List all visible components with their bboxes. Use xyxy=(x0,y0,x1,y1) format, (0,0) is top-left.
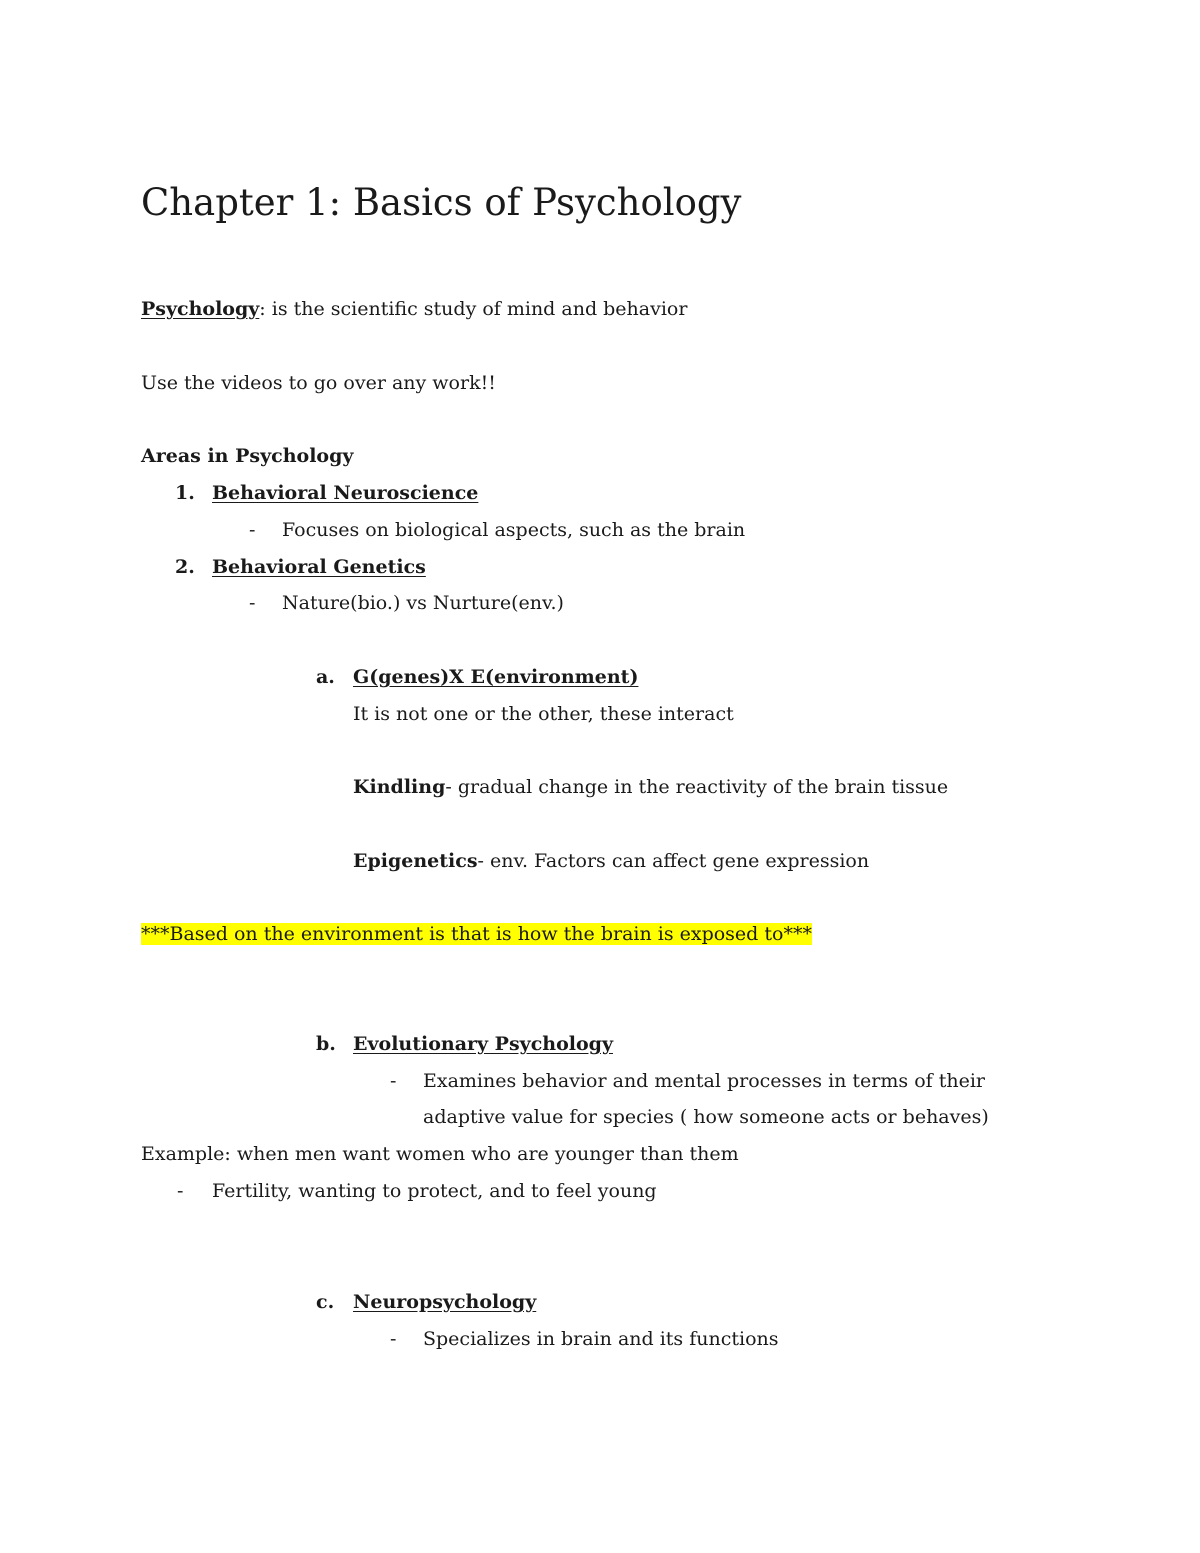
bullet-dash: - xyxy=(390,1328,397,1350)
neuropsychology-detail: Specializes in brain and its functions xyxy=(423,1328,779,1350)
page-title: Chapter 1: Basics of Psychology xyxy=(141,181,742,224)
areas-heading: Areas in Psychology xyxy=(141,445,354,467)
evolutionary-psychology-heading: Evolutionary Psychology xyxy=(353,1033,613,1055)
gxe-heading: G(genes)X E(environment) xyxy=(353,666,639,688)
kindling-term: Kindling xyxy=(353,776,446,798)
epigenetics-definition: - env. Factors can affect gene expression xyxy=(477,850,870,872)
definition-line xyxy=(141,297,687,321)
definition-text: is the scientific study of mind and behavior xyxy=(265,298,688,320)
epigenetics-line xyxy=(353,849,869,873)
definition-colon: : xyxy=(259,298,266,320)
highlighted-note-line xyxy=(141,922,812,946)
note-text: Use the videos to go over any work!! xyxy=(141,372,496,394)
list-number-2: 2. xyxy=(175,556,195,578)
example-text: Example: when men want women who are younger than them xyxy=(141,1143,739,1165)
behavioral-genetics-detail: Nature(bio.) vs Nurture(env.) xyxy=(282,592,564,614)
neuropsychology-heading: Neuropsychology xyxy=(353,1291,537,1313)
sub-letter-a: a. xyxy=(316,666,335,688)
evolutionary-detail-line2: adaptive value for species ( how someone acts or behaves) xyxy=(423,1106,989,1128)
sub-letter-c: c. xyxy=(316,1291,335,1313)
sub-letter-b: b. xyxy=(316,1033,336,1055)
bullet-dash: - xyxy=(177,1180,184,1202)
epigenetics-term: Epigenetics xyxy=(353,850,478,872)
bullet-dash: - xyxy=(249,519,256,541)
example-detail: Fertility, wanting to protect, and to feel young xyxy=(212,1180,657,1202)
behavioral-neuroscience-heading: Behavioral Neuroscience xyxy=(212,482,479,504)
bullet-dash: - xyxy=(249,592,256,614)
evolutionary-detail-line1: Examines behavior and mental processes in terms of their xyxy=(423,1070,985,1092)
list-number-1: 1. xyxy=(175,482,195,504)
gxe-text: It is not one or the other, these interact xyxy=(353,703,734,725)
behavioral-neuroscience-detail: Focuses on biological aspects, such as the brain xyxy=(282,519,746,541)
definition-term: Psychology xyxy=(141,298,260,320)
kindling-definition: - gradual change in the reactivity of the brain tissue xyxy=(445,776,949,798)
highlighted-note: ***Based on the environment is that is how the brain is exposed to*** xyxy=(141,923,812,945)
bullet-dash: - xyxy=(390,1070,397,1092)
behavioral-genetics-heading: Behavioral Genetics xyxy=(212,556,426,578)
kindling-line xyxy=(353,775,948,799)
